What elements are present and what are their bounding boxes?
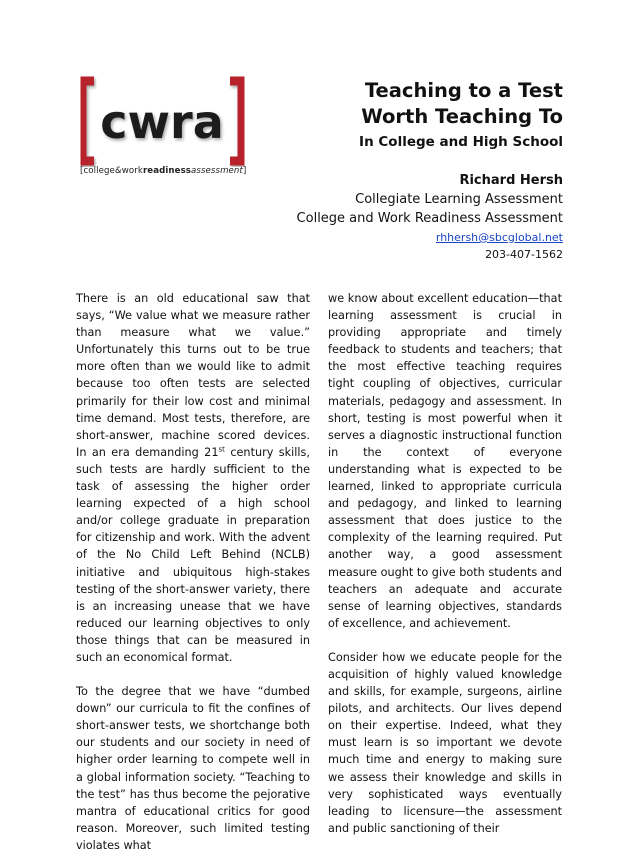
logo-wordmark: cwra bbox=[100, 95, 224, 149]
logo-sub-college: [college bbox=[80, 166, 115, 176]
author-phone: 203-407-1562 bbox=[485, 248, 563, 261]
title-block bbox=[243, 78, 563, 152]
affiliation-1: Collegiate Learning Assessment bbox=[355, 192, 563, 207]
logo-sub-work: work bbox=[121, 166, 143, 176]
title-subtitle: In College and High School bbox=[359, 134, 563, 150]
affiliation-2: College and Work Readiness Assessment bbox=[296, 211, 563, 226]
title-line-1: Teaching to a Test bbox=[364, 79, 563, 102]
cwra-logo-mark bbox=[74, 75, 250, 167]
author-name: Richard Hersh bbox=[459, 173, 563, 188]
right-bracket-shape bbox=[230, 81, 242, 161]
left-p1-text-b: century skills, such tests are hardly sufficient to the task of assessing the higher order learning expected of a high school and/or college graduate in preparation for citizenship and work. With the advent of the No Child Left Behind (NCLB) initiative and ubiquitous high-stakes testing of the short-answer variety, there is an increasing unease that we have reduced our learning objectives to only those things that can be measured in such an economical format. bbox=[76, 445, 310, 664]
right-paragraph-2: Consider how we educate people for the acquisition of highly valued knowledge and skills, for example, surgeons, airline pilots, and architects. Our lives depend on their expertise. Indeed, what they must learn is so important we devote much time and energy to making sure we assess their knowledge and skills in very sophisticated ways eventually leading to licensure—the assessment and public sanctioning of their bbox=[328, 650, 562, 835]
left-paragraph-1 bbox=[76, 290, 310, 666]
left-p1-text-a: There is an old educational saw that says, “We value what we measure rather than measure what we value.” Unfortunately this turns out to be true more often than we would like to admit because too often tests are selected primarily for their low cost and minimal time demand. Most tests, therefore, are short-answer, machine scored devices. In an era demanding 21 bbox=[76, 292, 310, 459]
superscript-st: st bbox=[218, 445, 225, 454]
logo-sub-readiness: readiness bbox=[142, 166, 192, 176]
left-column bbox=[76, 290, 310, 854]
right-paragraph-1: we know about excellent education—that learning assessment is crucial in providing appropriate and timely feedback to students and teachers; that the most effective teaching requires tight coupling of objectives, curricular materials, pedagogy and assessment. In short, testing is most powerful when it serves a diagnostic instructional function in the context of everyone understanding what is expected to be learned, linked to appropriate curricula and pedagogy, and linked to learning assessment that does justice to the complexity of the learning required. Put another way, a good assessment measure ought to give both students and teachers an adequate and accurate sense of learning objectives, standards of excellence, and achievement. bbox=[328, 292, 562, 630]
logo-sub-bracket: ] bbox=[242, 166, 247, 176]
left-paragraph-2: To the degree that we have “dumbed down” our curricula to fit the confines of short-answer tests, we shortchange both our students and our society in need of higher order learning to compete well in a global information society. “Teaching to the test” has thus become the pejorative mantra of educational critics for good reason. Moreover, such limited testing violates what bbox=[76, 685, 310, 852]
left-bracket-shape bbox=[82, 81, 94, 161]
right-column bbox=[328, 290, 562, 837]
logo-sub-amp: & bbox=[114, 166, 122, 176]
logo-sub-assessment: assessment bbox=[191, 166, 243, 176]
author-email-link[interactable]: rhhersh@sbcglobal.net bbox=[435, 231, 563, 244]
author-block bbox=[203, 171, 563, 263]
title-line-2: Worth Teaching To bbox=[361, 105, 563, 128]
